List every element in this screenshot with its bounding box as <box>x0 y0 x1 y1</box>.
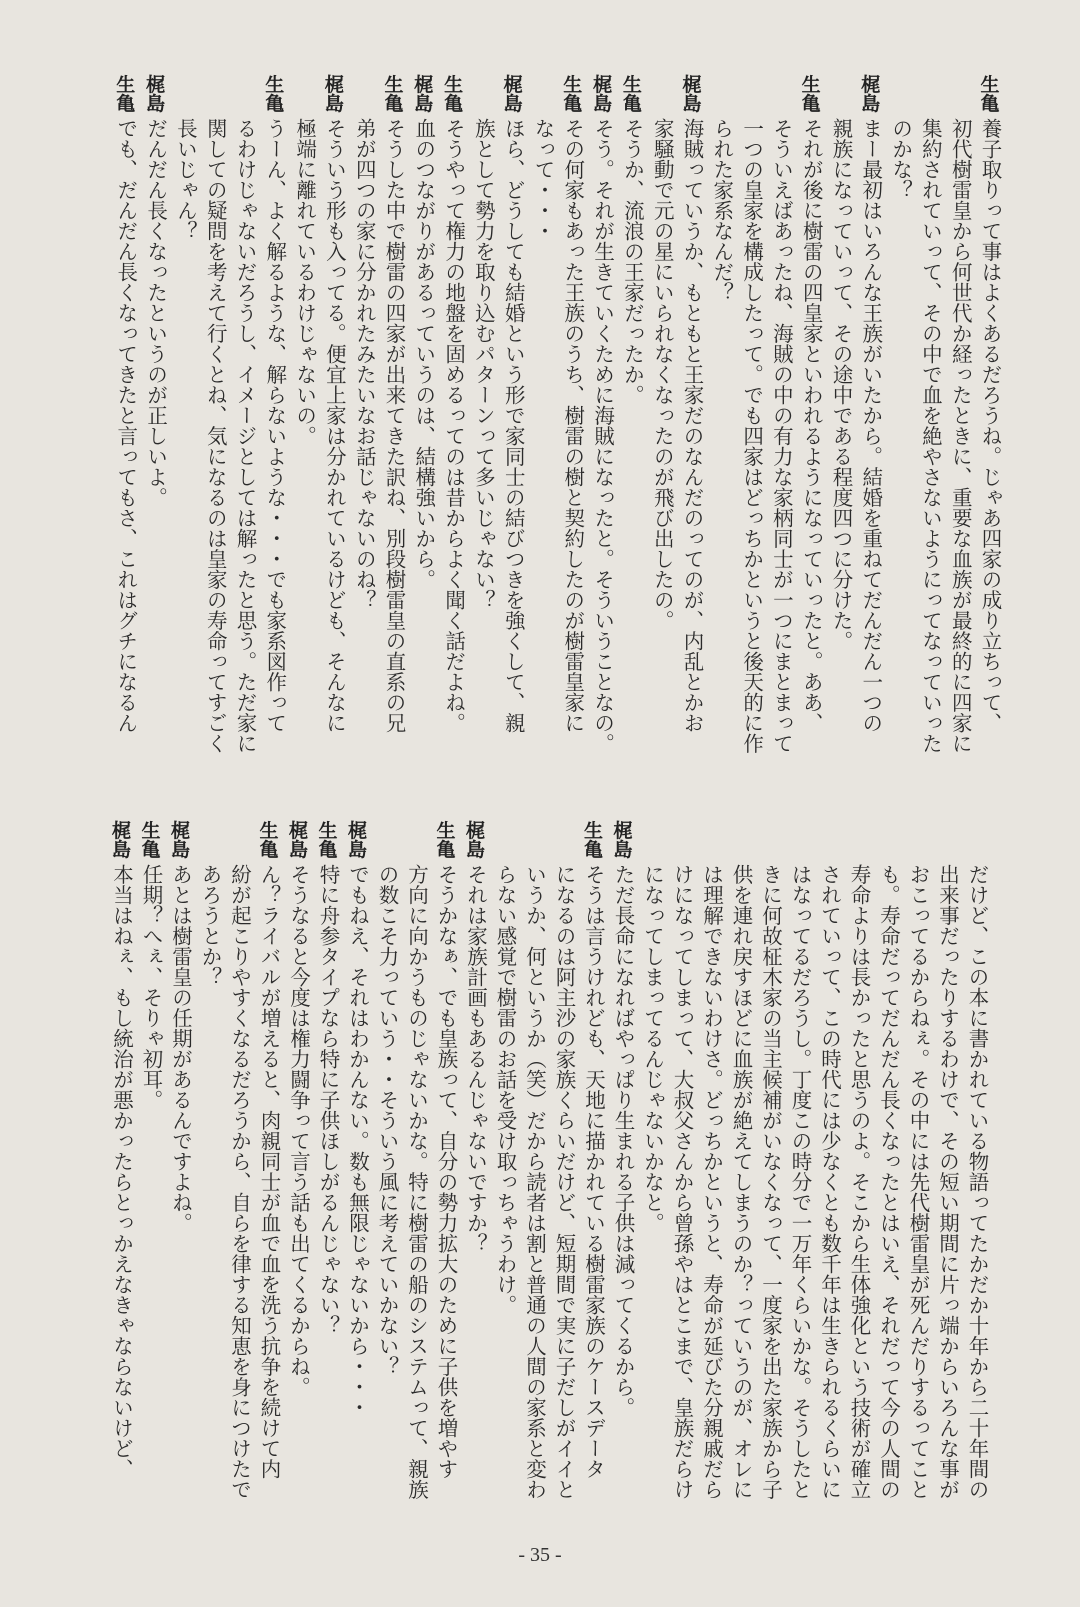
dialogue-line: でもねえ、それはわかんない。数も無限じゃないから・・・ <box>345 864 370 1418</box>
dialogue-line: 方向に向かうものじゃないかな。特に樹雷の船のシステムって、親族 <box>404 864 429 1500</box>
speaker-label: 梶 島 <box>146 74 166 115</box>
dialogue-line: らない感覚で樹雷のお話を受け取っちゃうわけ。 <box>493 864 517 1315</box>
dialogue-line: そうは言うけれども、天地に描かれている樹雷家族のケースデータ <box>581 864 606 1479</box>
dialogue-line: 初代樹雷皇から何世代か経ったときに、重要な血族が最終的に四家に <box>948 118 973 754</box>
dialogue-line: 極端に離れているわけじゃないの。 <box>292 118 317 446</box>
upper-dialogue-block <box>0 76 1080 776</box>
dialogue-line: は理解できないわけさ。どっちかというと、寿命が延びた分親戚だら <box>699 864 724 1500</box>
dialogue-line: 血のつながりがあるっていうのは、結構強いから。 <box>411 118 436 590</box>
dialogue-line: そうした中で樹雷の四家が出来てきた訳ね、別段樹雷皇の直系の兄 <box>382 118 406 733</box>
speaker-label: 生 亀 <box>444 74 464 115</box>
dialogue-line: それが後に樹雷の四皇家といわれるようになっていったと。ああ、 <box>799 118 824 733</box>
speaker-label: 梶 島 <box>347 820 367 861</box>
speaker-label: 梶 島 <box>324 74 344 115</box>
dialogue-line: 紛が起こりやすくなるだろうから、自らを律する知恵を身につけたで <box>227 864 252 1500</box>
dialogue-line: 弟が四つの家に分かれたみたいなお話じゃないのね？ <box>352 118 377 610</box>
dialogue-line: 特に舟参タイプなら特に子供ほしがるんじゃない？ <box>316 864 340 1336</box>
dialogue-line: 長いじゃん？ <box>173 118 198 241</box>
dialogue-line: 出来事だったりするわけで、その短い期間に片っ端からいろんな事が <box>935 864 960 1500</box>
speaker-label: 生 亀 <box>116 74 136 115</box>
speaker-label: 梶 島 <box>613 820 633 861</box>
dialogue-line: 寿命よりは長かったと思うのよ。そこから生体強化という技術が確立 <box>847 864 871 1500</box>
dialogue-line: その何家もあった王族のうち、樹雷の樹と契約したのが樹雷皇家に <box>560 118 585 733</box>
dialogue-line: あろうとか？ <box>198 864 222 987</box>
dialogue-line: いうか、何というか（笑）だから読者は割と普通の人間の家系と変わ <box>522 864 547 1500</box>
dialogue-line: になってしまってるんじゃないかなと。 <box>640 864 665 1233</box>
dialogue-line: それは家族計画もあるんじゃないですか？ <box>463 864 488 1254</box>
dialogue-line: そう。それが生きていくために海賊になったと。そういうことなの。 <box>590 118 615 754</box>
dialogue-line: 族として勢力を取り込むパターンって多いじゃない？ <box>471 118 496 610</box>
dialogue-line: 一つの皇家を構成したって。でも四家はどっちかというと後天的に作 <box>739 118 764 754</box>
speaker-label: 生 亀 <box>801 74 821 115</box>
dialogue-line: うーん、よく解るような、解らないような・・・でも家系図作って <box>262 118 287 733</box>
dialogue-line: 集約されていって、その中で血を絶やさないようにってなっていった <box>918 118 943 754</box>
dialogue-line: も。寿命だってだんだん長くなったとはいえ、それだって今の人間の <box>876 864 901 1500</box>
dialogue-line: ほら、どうしても結婚という形で家同士の結びつきを強くして、親 <box>501 118 526 733</box>
dialogue-line: 海賊っていうか、もともと王家だのなんだのってのが、内乱とかお <box>680 118 704 733</box>
dialogue-line: 親族になっていって、その途中である程度四つに分けた。 <box>829 118 853 651</box>
dialogue-line: おこってるからねぇ。その中には先代樹雷皇が死んだりするってこと <box>906 864 930 1500</box>
dialogue-line: るわけじゃないだろうし、イメージとしては解ったと思う。ただ家に <box>233 118 257 754</box>
dialogue-line: 関しての疑問を考えて行くとね、気になるのは皇家の寿命ってすごく <box>203 118 228 754</box>
dialogue-line: の数こそ力っていう・・そういう風に考えていかない？ <box>375 864 399 1377</box>
dialogue-line: 養子取りって事はよくあるだろうね。じゃあ四家の成り立ちって、 <box>978 118 1002 733</box>
dialogue-line: ただ長命になればやっぱり生まれる子供は減ってくるから。 <box>611 864 635 1418</box>
lower-dialogue-block <box>0 822 1080 1502</box>
speaker-label: 生 亀 <box>980 74 1000 115</box>
speaker-label: 梶 島 <box>593 74 613 115</box>
dialogue-line: 本当はねぇ、もし統治が悪かったらとっかえなきゃならないけど、 <box>109 864 134 1479</box>
speaker-label: 梶 島 <box>111 820 131 861</box>
dialogue-line: されていって、この時代には少なくとも数千年は生きられるくらいに <box>817 864 842 1500</box>
dialogue-line: けになってしまって、大叔父さんから曾孫やはとこまで、皇族だらけ <box>670 864 694 1500</box>
dialogue-line: 任期？へぇ、そりゃ初耳。 <box>139 864 163 1110</box>
speaker-label: 生 亀 <box>622 74 642 115</box>
speaker-label: 生 亀 <box>318 820 338 861</box>
dialogue-line: そういえばあったね、海賊の中の有力な家柄同士が一つにまとまって <box>769 118 794 754</box>
speaker-label: 梶 島 <box>861 74 881 115</box>
dialogue-line: 家騒動で元の星にいられなくなったのが飛び出したの。 <box>650 118 675 631</box>
dialogue-line: そうか、流浪の王家だったか。 <box>620 118 645 405</box>
dialogue-line: まー最初はいろんな王族がいたから。結婚を重ねてだんだん一つの <box>858 118 883 733</box>
dialogue-line: だんだん長くなったというのが正しいよ。 <box>143 118 168 508</box>
speaker-label: 生 亀 <box>563 74 583 115</box>
dialogue-line: だけど、この本に書かれている物語ってたかだか十年から二十年間の <box>965 864 989 1500</box>
page-number: - 35 - <box>518 1544 562 1566</box>
speaker-label: 梶 島 <box>503 74 523 115</box>
speaker-label: 梶 島 <box>288 820 308 861</box>
speaker-label: 梶 島 <box>682 74 702 115</box>
dialogue-line: でも、だんだん長くなってきたと言ってもさ、これはグチになるん <box>113 118 138 733</box>
dialogue-line: そういう形も入ってる。便宜上家は分かれているけども、そんなに <box>322 118 347 733</box>
dialogue-line: そうかなぁ、でも皇族って、自分の勢力拡大のために子供を増やす <box>434 864 458 1479</box>
speaker-label: 生 亀 <box>384 74 404 115</box>
dialogue-line: のかな？ <box>888 118 913 200</box>
dialogue-line: 供を連れ戻すほどに血族が絶えてしまうのか？っていうのが、オレに <box>729 864 753 1500</box>
dialogue-line: なって・・・ <box>531 118 555 241</box>
speaker-label: 生 亀 <box>259 820 279 861</box>
dialogue-line: られた家系なんだ？ <box>709 118 734 303</box>
speaker-label: 生 亀 <box>436 820 456 861</box>
dialogue-line: ん？ライバルが増えると、肉親同士が血で血を洗う抗争を続けて内 <box>257 864 281 1479</box>
speaker-label: 梶 島 <box>414 74 434 115</box>
dialogue-line: あとは樹雷皇の任期があるんですよね。 <box>168 864 193 1233</box>
speaker-label: 梶 島 <box>465 820 485 861</box>
speaker-label: 生 亀 <box>265 74 285 115</box>
dialogue-line: そうやって権力の地盤を固めるってのは昔からよく聞く話だよね。 <box>441 118 466 733</box>
dialogue-line: そうなると今度は権力闘争って言う話も出てくるからね。 <box>286 864 311 1397</box>
speaker-label: 生 亀 <box>583 820 603 861</box>
dialogue-line: はなってるだろうし。丁度この時分で一万年くらいかな。そうしたと <box>788 864 812 1500</box>
dialogue-line: になるのは阿主沙の家族くらいだけど、短期間で実に子だしがイイと <box>552 864 576 1500</box>
speaker-label: 生 亀 <box>141 820 161 861</box>
dialogue-line: きに何故柾木家の当主候補がいなくなって、一度家を出た家族から子 <box>758 864 783 1500</box>
speaker-label: 梶 島 <box>170 820 190 861</box>
